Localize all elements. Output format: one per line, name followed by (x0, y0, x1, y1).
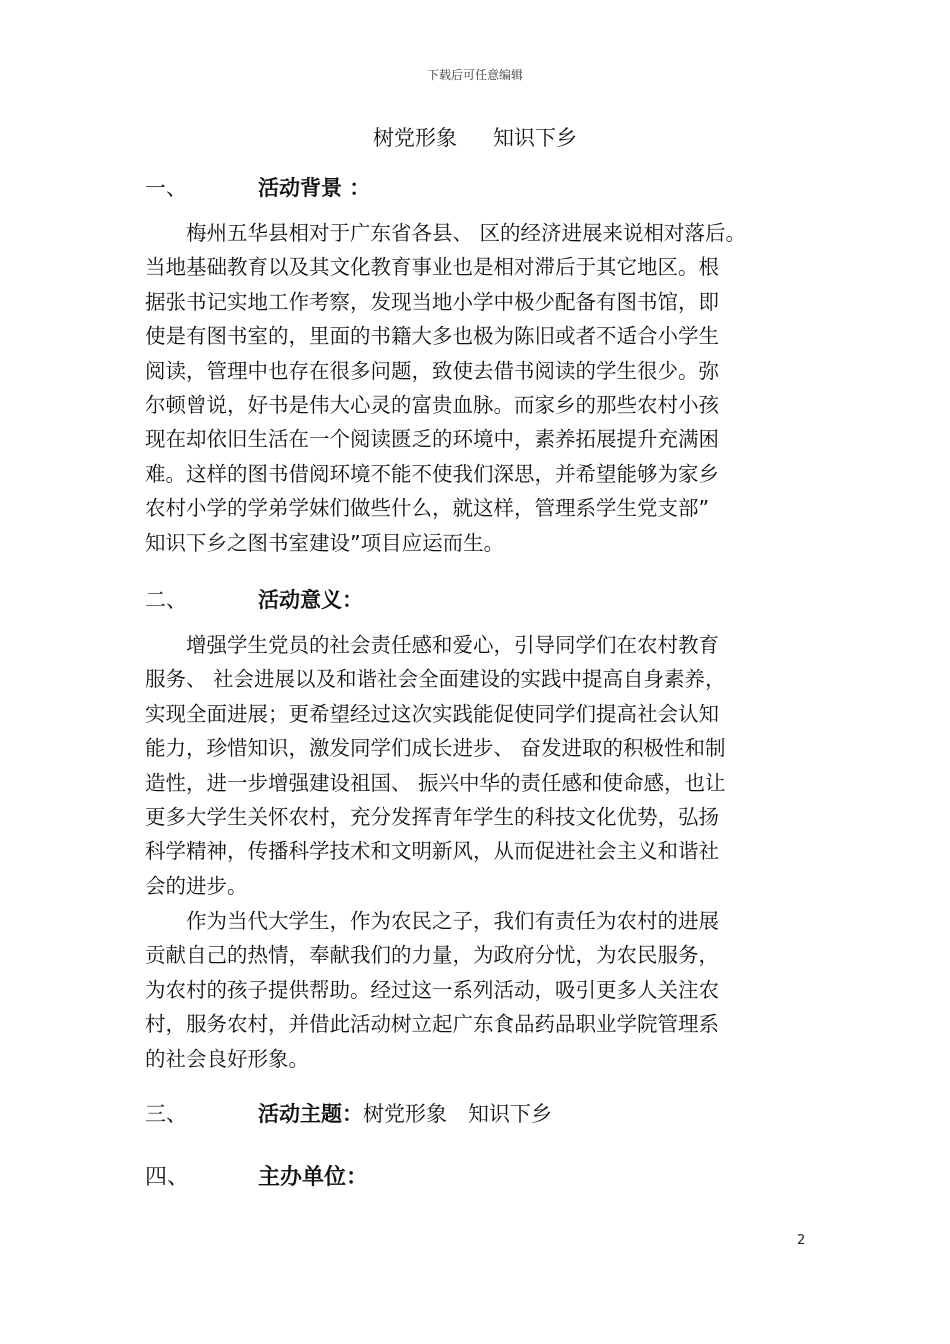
text-line: 造性，进一步增强建设祖国、 振兴中华的责任感和使命感，也让 (145, 770, 726, 795)
section-label: 活动背景 ： (258, 176, 371, 200)
text-line: 增强学生党员的社会责任感和爱心，引导同学们在农村教育 (145, 633, 719, 657)
title-left: 树党形象 (373, 126, 457, 150)
section-heading-1 (145, 172, 370, 202)
paragraph-significance-1 (145, 628, 810, 903)
text-line: 难。这样的图书借阅环境不能不使我们深思，并希望能够为家乡 (145, 461, 719, 486)
section-number: 四、 (145, 1165, 190, 1190)
text-line: 阅读，管理中也存在很多问题，致使去借书阅读的学生很少。弥 (145, 358, 719, 383)
section-label: 活动主题： (258, 1102, 363, 1126)
text-line: 知识下乡之图书室建设”项目应运而生。 (145, 530, 505, 555)
text-line: 作为当代大学生，作为农民之子，我们有责任为农村的进展 (145, 909, 719, 933)
section-heading-4 (145, 1160, 368, 1191)
text-line: 的社会良好形象。 (145, 1046, 309, 1071)
text-line: 能力，珍惜知识，激发同学们成长进步、 奋发进取的积极性和制 (145, 736, 726, 761)
text-line: 会的进步。 (145, 873, 248, 898)
text-line: 当地基础教育以及其文化教育事业也是相对滞后于其它地区。根 (145, 255, 719, 280)
text-line: 实现全面进展；更希望经过这次实践能促使同学们提高社会认知 (145, 701, 719, 726)
text-line: 梅州五华县相对于广东省各县、 区的经济进展来说相对落后。 (145, 221, 747, 245)
document-title (0, 122, 950, 152)
text-line: 更多大学生关怀农村，充分发挥青年学生的科技文化优势，弘扬 (145, 805, 719, 830)
page-header-note: 下载后可任意编辑 (426, 68, 523, 82)
text-line: 据张书记实地工作考察，发现当地小学中极少配备有图书馆，即 (145, 289, 719, 314)
section-number: 一、 (145, 176, 187, 200)
section-label: 活动意义： (258, 588, 363, 612)
text-line: 使是有图书室的，里面的书籍大多也极为陈旧或者不适合小学生 (145, 324, 719, 349)
text-line: 为农村的孩子提供帮助。经过这一系列活动，吸引更多人关注农 (145, 977, 719, 1002)
section-value: 树党形象 知识下乡 (363, 1102, 552, 1126)
title-right: 知识下乡 (493, 126, 577, 150)
text-line: 尔顿曾说，好书是伟大心灵的富贵血脉。而家乡的那些农村小孩 (145, 393, 719, 418)
section-number: 三、 (145, 1102, 187, 1126)
text-line: 服务、 社会进展以及和谐社会全面建设的实践中提高自身素养， (145, 667, 726, 692)
paragraph-background (145, 216, 810, 560)
text-line: 村，服务农村，并借此活动树立起广东食品药品职业学院管理系 (145, 1012, 719, 1037)
section-heading-3 (145, 1098, 552, 1128)
section-number: 二、 (145, 588, 187, 612)
section-heading-2 (145, 584, 363, 614)
paragraph-significance-2 (145, 904, 810, 1076)
text-line: 现在却依旧生活在一个阅读匮乏的环境中，素养拓展提升充满困 (145, 427, 719, 452)
section-label: 主办单位： (258, 1165, 369, 1190)
text-line: 科学精神，传播科学技术和文明新风，从而促进社会主义和谐社 (145, 839, 719, 864)
text-line: 农村小学的学弟学妹们做些什么，就这样，管理系学生党支部” (145, 496, 710, 521)
text-line: 贡献自己的热情，奉献我们的力量，为政府分忧，为农民服务， (145, 943, 719, 968)
page-number: 2 (797, 1233, 806, 1248)
